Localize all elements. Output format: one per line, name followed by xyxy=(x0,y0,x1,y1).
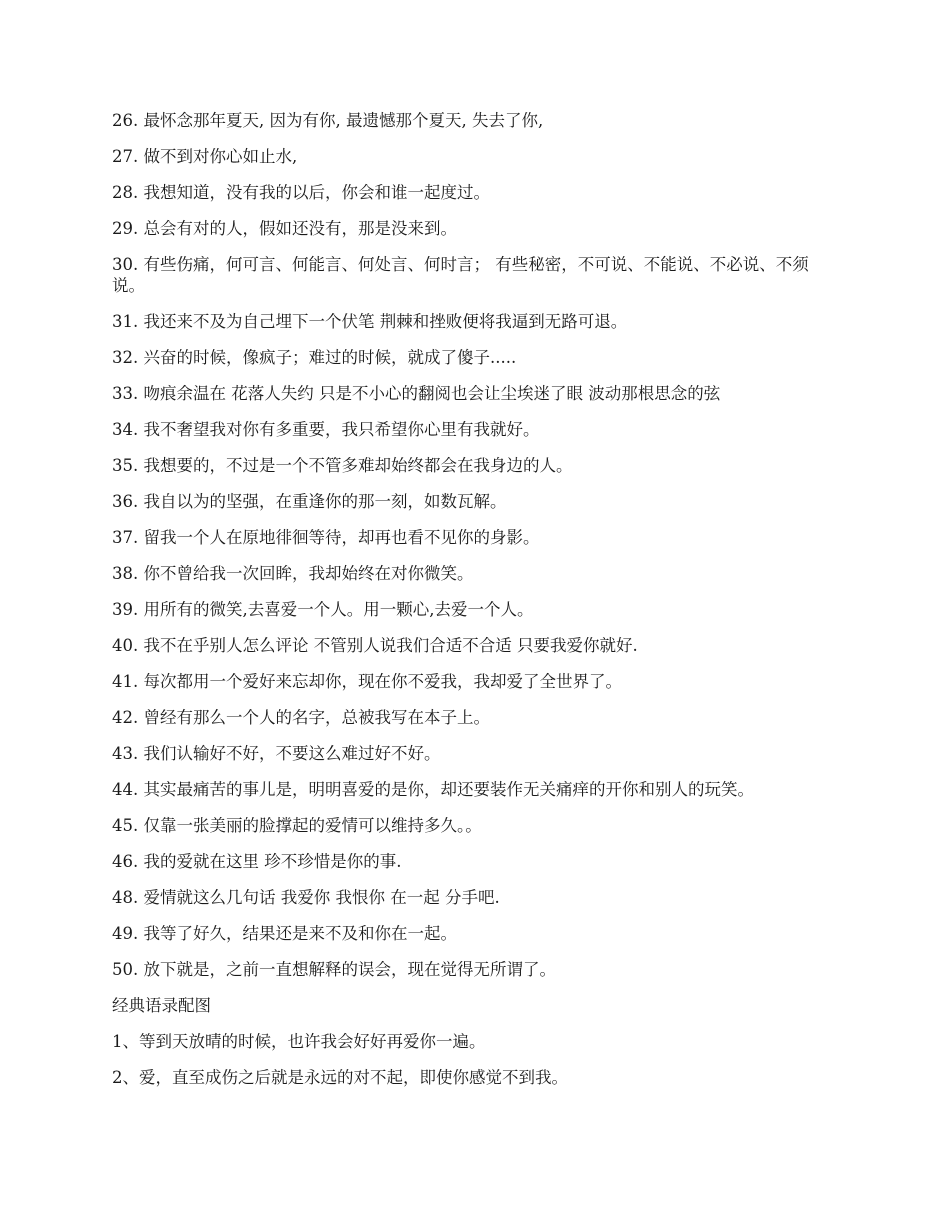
quote-line-33: 33. 吻痕余温在 花落人失约 只是不小心的翻阅也会让尘埃迷了眼 波动那根思念的弦 xyxy=(112,384,721,403)
document-body xyxy=(112,110,832,1103)
quote-line-32: 32. 兴奋的时候，像疯子；难过的时候，就成了傻子..... xyxy=(112,348,517,367)
quote-line-45: 45. 仅靠一张美丽的脸撑起的爱情可以维持多久。。 xyxy=(112,816,482,835)
quote-line-39: 39. 用所有的微笑,去喜爱一个人。用一颗心,去爱一个人。 xyxy=(112,600,534,619)
quote-line-34: 34. 我不奢望我对你有多重要，我只希望你心里有我就好。 xyxy=(112,420,540,439)
quote-line-41: 41. 每次都用一个爱好来忘却你，现在你不爱我，我却爱了全世界了。 xyxy=(112,672,622,691)
quote-line-40: 40. 我不在乎别人怎么评论 不管别人说我们合适不合适 只要我爱你就好. xyxy=(112,636,638,655)
quote-line-37: 37. 留我一个人在原地徘徊等待，却再也看不见你的身影。 xyxy=(112,528,540,547)
quote-line-26: 26. 最怀念那年夏天, 因为有你, 最遗憾那个夏天, 失去了你, xyxy=(112,111,544,130)
quote-line-44: 44. 其实最痛苦的事儿是，明明喜爱的是你，却还要装作无关痛痒的开你和别人的玩笑。 xyxy=(112,780,754,799)
quote-line-42: 42. 曾经有那么一个人的名字，总被我写在本子上。 xyxy=(112,708,490,727)
quote-line-30: 30. 有些伤痛，何可言、何能言、何处言、何时言； 有些秘密，不可说、不能说、不必说、不须说。 xyxy=(112,255,809,295)
quote-line-48: 48. 爱情就这么几句话 我爱你 我恨你 在一起 分手吧. xyxy=(112,888,500,907)
section-heading: 经典语录配图 xyxy=(112,996,211,1015)
quote-line-43: 43. 我们认输好不好，不要这么难过好不好。 xyxy=(112,744,441,763)
quote-line-27: 27. 做不到对你心如止水, xyxy=(112,147,298,166)
quote-line-29: 29. 总会有对的人，假如还没有，那是没来到。 xyxy=(112,219,457,238)
quote-line-50: 50. 放下就是，之前一直想解释的误会，现在觉得无所谓了。 xyxy=(112,960,556,979)
picture-quote-2: 2、爱，直至成伤之后就是永远的对不起，即使你感觉不到我。 xyxy=(112,1068,568,1087)
quote-line-46: 46. 我的爱就在这里 珍不珍惜是你的事. xyxy=(112,852,402,871)
quote-line-36: 36. 我自以为的坚强，在重逢你的那一刻，如数瓦解。 xyxy=(112,492,507,511)
quote-line-35: 35. 我想要的，不过是一个不管多难却始终都会在我身边的人。 xyxy=(112,456,573,475)
picture-quote-1: 1、等到天放晴的时候，也许我会好好再爱你一遍。 xyxy=(112,1032,486,1051)
quote-line-28: 28. 我想知道，没有我的以后，你会和谁一起度过。 xyxy=(112,183,490,202)
quote-line-38: 38. 你不曾给我一次回眸，我却始终在对你微笑。 xyxy=(112,564,474,583)
quote-line-31: 31. 我还来不及为自己埋下一个伏笔 荆棘和挫败便将我逼到无路可退。 xyxy=(112,312,628,331)
quote-line-49: 49. 我等了好久，结果还是来不及和你在一起。 xyxy=(112,924,457,943)
